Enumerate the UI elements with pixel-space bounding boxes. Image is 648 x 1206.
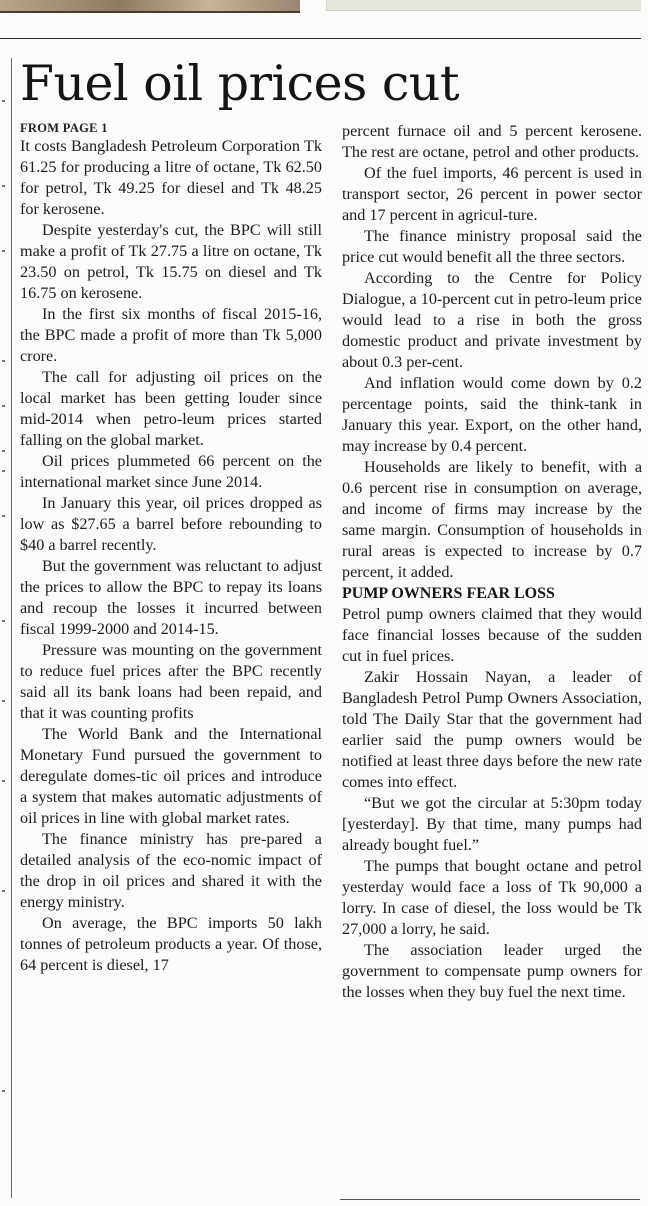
adjacent-column-text-edge bbox=[0, 60, 8, 1190]
paragraph: On average, the BPC imports 50 lakh tonnes of petroleum products a year. Of those, 64 percent is diesel, 17 bbox=[20, 914, 322, 974]
article-column-right bbox=[342, 121, 642, 1003]
paragraph: The finance ministry has pre-pared a detailed analysis of the eco-nomic impact of the drop in oil prices and shared it with the energy ministry. bbox=[20, 830, 322, 911]
paragraph: “But we got the circular at 5:30pm today [yesterday]. By that time, many pumps had already bought fuel.” bbox=[342, 794, 642, 854]
paragraph: Of the fuel imports, 46 percent is used in transport sector, 26 percent in power sector and 17 percent in agricul-ture. bbox=[342, 164, 642, 224]
paragraph: In January this year, oil prices dropped as low as $27.65 a barrel before rebounding to $40 a barrel recently. bbox=[20, 494, 322, 554]
top-adjacent-box bbox=[326, 0, 641, 11]
continued-from-label: FROM PAGE 1 bbox=[20, 121, 108, 135]
paragraph: Petrol pump owners claimed that they would face financial losses because of the sudden cut in fuel prices. bbox=[342, 605, 642, 665]
paragraph: Households are likely to benefit, with a 0.6 percent rise in consumption on average, and income of firms may increase by the same margin. Consumption of households in rural areas is expected to increase by 0.7 percent, it added. bbox=[342, 458, 642, 581]
paragraph: The finance ministry proposal said the price cut would benefit all the three sectors. bbox=[342, 227, 642, 266]
paragraph: Pressure was mounting on the government to reduce fuel prices after the BPC recently said all its bank loans had been repaid, and that it was counting profits bbox=[20, 641, 322, 722]
paragraph: Oil prices plummeted 66 percent on the international market since June 2014. bbox=[20, 452, 322, 491]
paragraph: Despite yesterday's cut, the BPC will still make a profit of Tk 27.75 a litre on octane, Tk 23.50 on petrol, Tk 15.75 on diesel and Tk 16.75 on kerosene. bbox=[20, 221, 322, 302]
article-headline: Fuel oil prices cut bbox=[20, 55, 460, 112]
paragraph: It costs Bangladesh Petroleum Corporation Tk 61.25 for producing a litre of octane, Tk 62.50 for petrol, Tk 49.25 for diesel and Tk 48.25 for kerosene. bbox=[20, 137, 322, 218]
paragraph: percent furnace oil and 5 percent kerosene. The rest are octane, petrol and other products. bbox=[342, 122, 642, 161]
article-column-left bbox=[20, 121, 322, 976]
section-subhead: PUMP OWNERS FEAR LOSS bbox=[342, 585, 555, 602]
paragraph: The association leader urged the government to compensate pump owners for the losses when they buy fuel the next time. bbox=[342, 941, 642, 1001]
paragraph: The World Bank and the International Monetary Fund pursued the government to deregulate domes-tic oil prices and introduce a system that makes automatic adjustments of oil prices in line with global market rates. bbox=[20, 725, 322, 827]
paragraph: According to the Centre for Policy Dialogue, a 10-percent cut in petro-leum price would lead to a rise in both the gross domestic product and private investment by about 0.3 per-cent. bbox=[342, 269, 642, 371]
column-edge-rule bbox=[11, 58, 12, 1198]
paragraph: But the government was reluctant to adjust the prices to allow the BPC to repay its loans and recoup the losses it incurred between fiscal 1999-2000 and 2014-15. bbox=[20, 557, 322, 638]
paragraph: In the first six months of fiscal 2015-16, the BPC made a profit of more than Tk 5,000 crore. bbox=[20, 305, 322, 365]
bottom-divider bbox=[340, 1199, 640, 1200]
paragraph: The pumps that bought octane and petrol yesterday would face a loss of Tk 90,000 a lorry. In case of diesel, the loss would be Tk 27,000 a lorry, he said. bbox=[342, 857, 642, 938]
paragraph: The call for adjusting oil prices on the local market has been getting louder since mid-2014 when petro-leum prices started falling on the global market. bbox=[20, 368, 322, 449]
top-divider bbox=[0, 38, 641, 39]
paragraph: And inflation would come down by 0.2 percentage points, said the think-tank in January this year. Export, on the other hand, may increase by 0.4 percent. bbox=[342, 374, 642, 455]
paragraph: Zakir Hossain Nayan, a leader of Bangladesh Petrol Pump Owners Association, told The Daily Star that the government had earlier said the pump owners would be notified at least three days before the new rate comes into effect. bbox=[342, 668, 642, 791]
top-photo-strip bbox=[0, 0, 300, 13]
